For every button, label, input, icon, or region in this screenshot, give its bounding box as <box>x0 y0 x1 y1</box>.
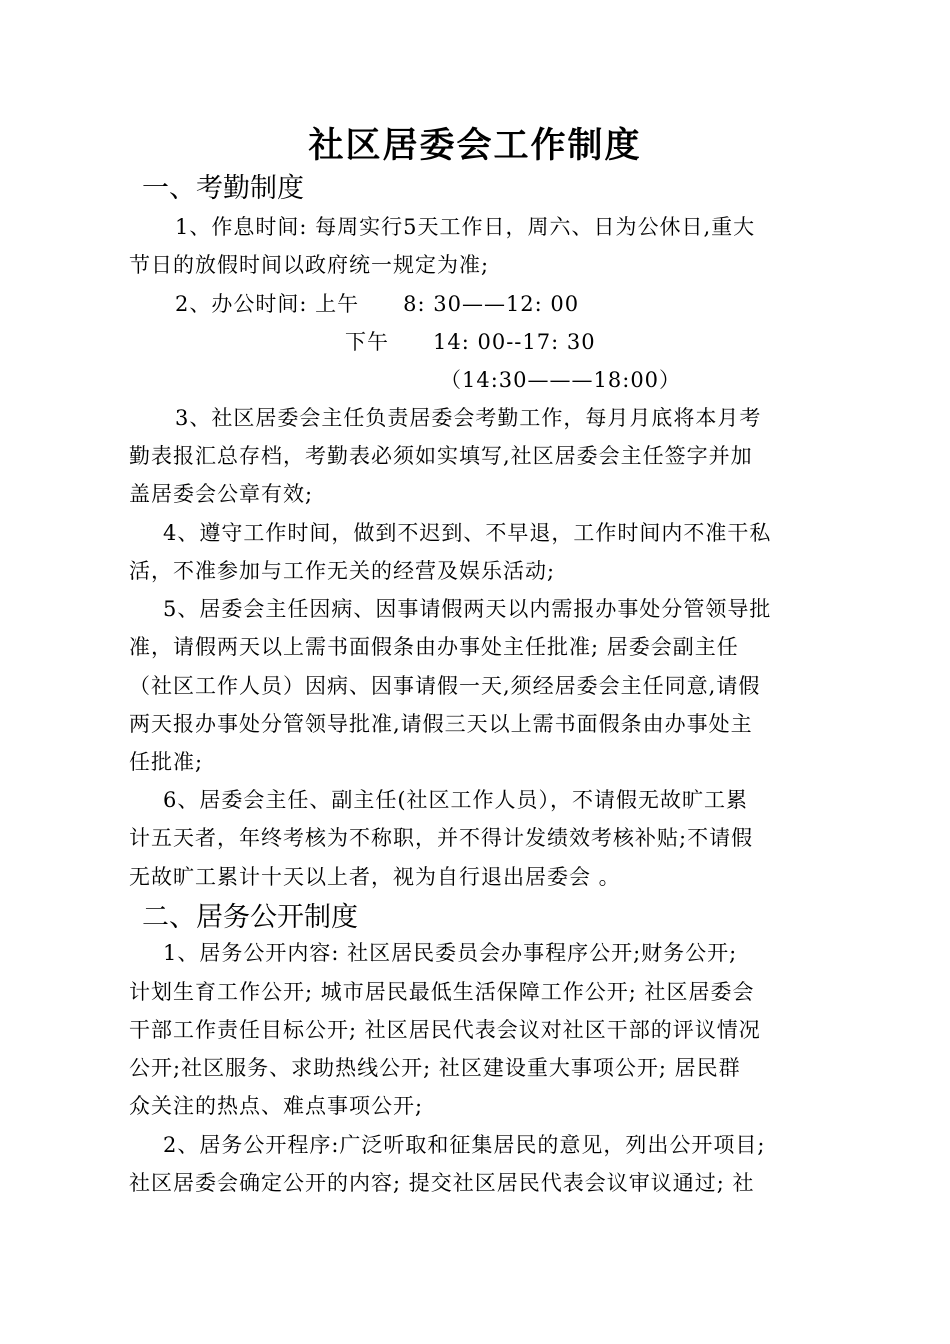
paragraph-line: 2、居务公开程序:广泛听取和征集居民的意见，列出公开项目; <box>163 1133 766 1157</box>
paragraph-line: 3、社区居委会主任负责居委会考勤工作，每月月底将本月考 <box>175 406 762 430</box>
paragraph-line: 众关注的热点、难点事项公开; <box>129 1094 424 1118</box>
paragraph-line: 计五天者，年终考核为不称职，并不得计发绩效考核补贴;不请假 <box>129 826 754 850</box>
paragraph-line: 社区居委会确定公开的内容; 提交社区居民代表会议审议通过; 社 <box>129 1171 755 1195</box>
paragraph-line: 计划生育工作公开; 城市居民最低生活保障工作公开; 社区居委会 <box>129 980 755 1004</box>
paragraph-line: 勤表报汇总存档，考勤表必须如实填写,社区居委会主任签字并加 <box>129 444 753 468</box>
paragraph-line: 公开;社区服务、求助热线公开; 社区建设重大事项公开; 居民群 <box>129 1056 741 1080</box>
office-hours-summer: （14:30———18:00） <box>440 368 682 392</box>
section-heading-attendance: 一、考勤制度 <box>142 173 304 204</box>
office-hours-afternoon: 下午 14: 00--17: 30 <box>345 330 596 354</box>
paragraph-line: 盖居委会公章有效; <box>129 482 314 506</box>
paragraph-line: （社区工作人员）因病、因事请假一天,须经居委会主任同意,请假 <box>129 674 761 698</box>
paragraph-line: 1、居务公开内容: 社区居民委员会办事程序公开;财务公开; <box>163 941 738 965</box>
paragraph-line: 1、作息时间: 每周实行5天工作日，周六、日为公休日,重大 <box>175 215 756 239</box>
paragraph-line: 活，不准参加与工作无关的经营及娱乐活动; <box>129 559 556 583</box>
paragraph-line: 6、居委会主任、副主任(社区工作人员），不请假无故旷工累 <box>163 788 749 812</box>
paragraph-line: 两天报办事处分管领导批准,请假三天以上需书面假条由办事处主 <box>129 712 753 736</box>
paragraph-line: 5、居委会主任因病、因事请假两天以内需报办事处分管领导批 <box>163 597 772 621</box>
paragraph-line: 准，请假两天以上需书面假条由办事处主任批准; 居委会副主任 <box>129 635 739 659</box>
paragraph-line: 4、遵守工作时间，做到不迟到、不早退，工作时间内不准干私 <box>163 521 772 545</box>
paragraph-line: 无故旷工累计十天以上者，视为自行退出居委会 。 <box>129 865 621 889</box>
document-title: 社区居委会工作制度 <box>308 125 642 166</box>
paragraph-line: 任批准; <box>129 750 204 774</box>
paragraph-line: 节日的放假时间以政府统一规定为准; <box>129 253 490 277</box>
section-heading-disclosure: 二、居务公开制度 <box>142 902 358 933</box>
office-hours-morning: 2、办公时间: 上午 8: 30——12: 00 <box>175 292 580 316</box>
paragraph-line: 干部工作责任目标公开; 社区居民代表会议对社区干部的评议情况 <box>129 1018 761 1042</box>
